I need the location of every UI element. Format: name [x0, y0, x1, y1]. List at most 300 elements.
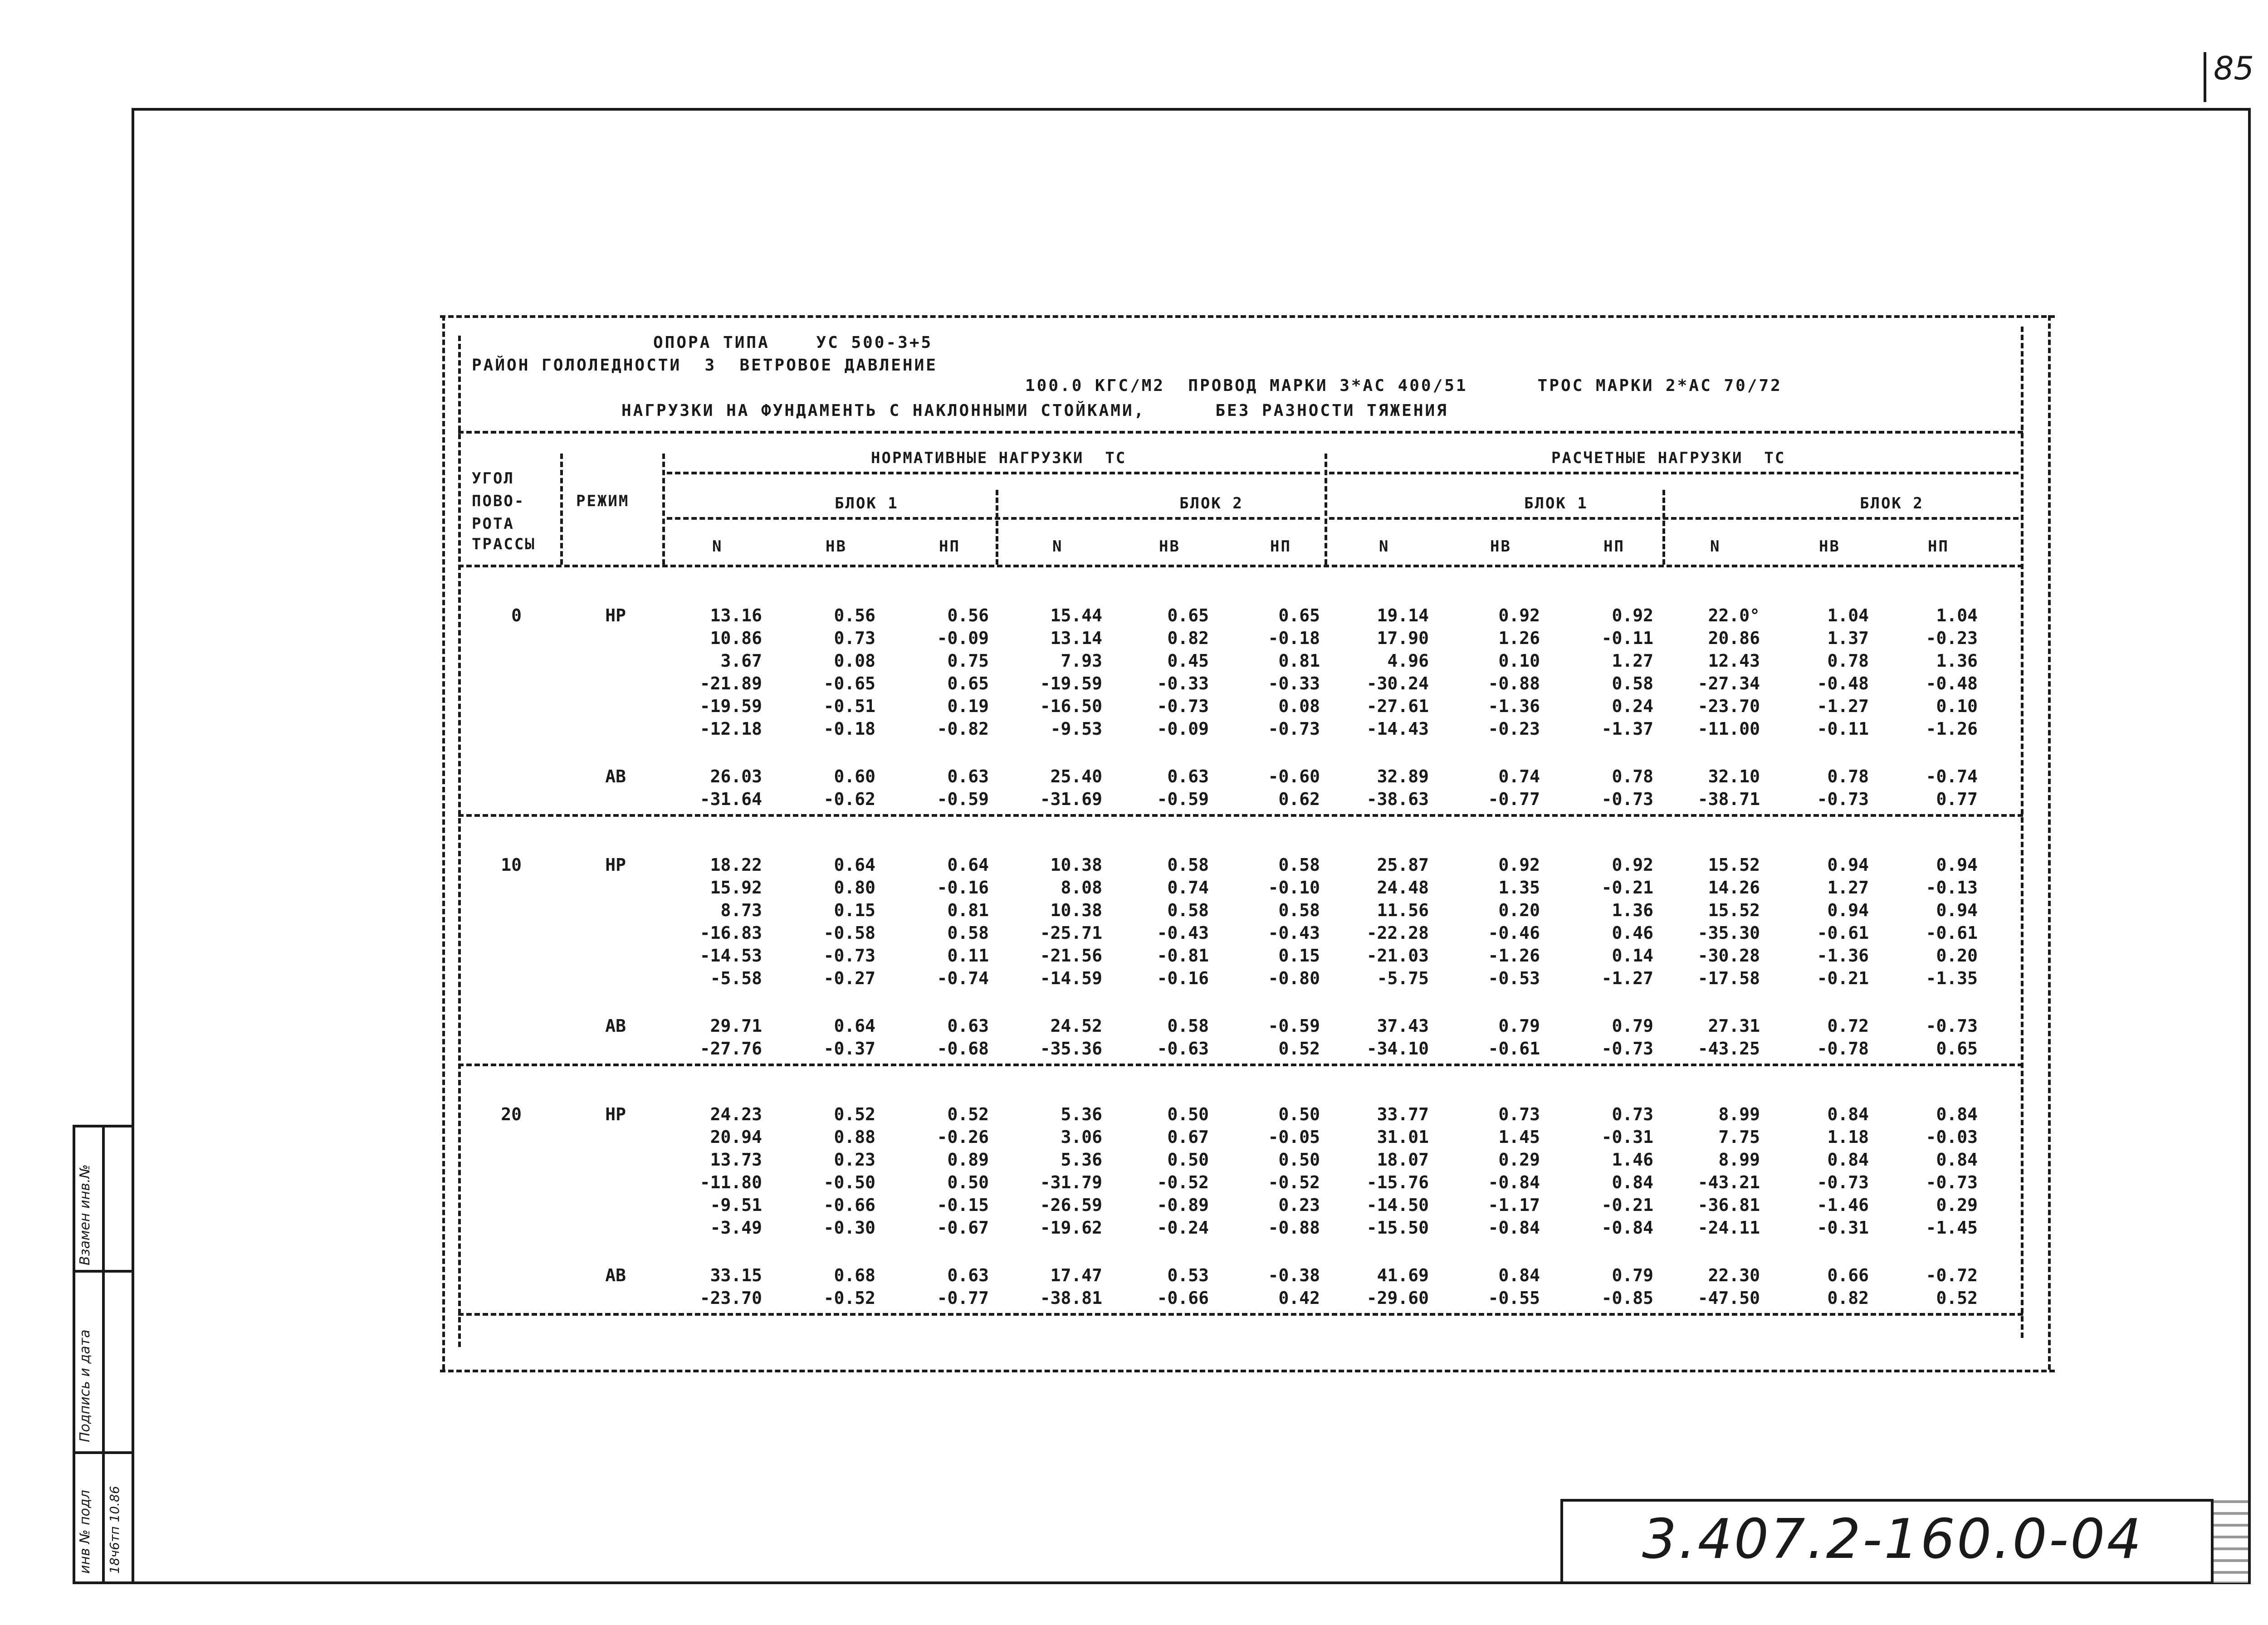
table-cell: 0.50	[1167, 1104, 1209, 1124]
table-cell: -27.34	[1697, 673, 1760, 693]
table-cell: 0.58	[1612, 673, 1653, 693]
table-cell: -23.70	[699, 1288, 762, 1308]
table-cell: 0.63	[947, 766, 989, 786]
document-code: 3.407.2-160.0-04	[1642, 1508, 2143, 1571]
table-cell: 0.46	[1612, 923, 1653, 943]
side-stamp-sep1	[73, 1270, 134, 1273]
table-cell: -25.71	[1040, 923, 1102, 943]
table-cell: 0.50	[1167, 1150, 1209, 1170]
table-cell: 0.84	[1936, 1104, 1978, 1124]
frame-right	[2248, 108, 2251, 1584]
table-cell: -0.37	[823, 1039, 875, 1059]
frame-top	[132, 108, 2251, 111]
table-cell: 0.50	[1278, 1150, 1320, 1170]
column-header: НВ	[1490, 537, 1511, 556]
table-cell: 0.24	[1612, 696, 1653, 716]
table-cell: 3.67	[720, 651, 762, 671]
table-cell: -0.52	[823, 1288, 875, 1308]
mode-value: АВ	[605, 766, 626, 786]
table-cell: -43.25	[1697, 1039, 1760, 1059]
table-cell: -0.73	[1157, 696, 1209, 716]
table-cell: 20.94	[710, 1127, 762, 1147]
mode-value: НР	[605, 855, 626, 875]
table-cell: -31.64	[699, 789, 762, 809]
table-cell: 0.52	[1936, 1288, 1978, 1308]
table-cell: 0.67	[1167, 1127, 1209, 1147]
angle-value: 10	[501, 855, 522, 875]
norm-rule-1	[667, 472, 1320, 474]
table-cell: -30.28	[1697, 946, 1760, 966]
table-cell: 41.69	[1377, 1265, 1429, 1285]
table-cell: -5.58	[710, 968, 762, 988]
table-cell: -0.65	[823, 673, 875, 693]
table-cell: 0.08	[1278, 696, 1320, 716]
header-line-3: 100.0 КГС/М2 ПРОВОД МАРКИ 3*АС 400/51 ТРОС МАРКИ 2*АС 70/72	[1025, 376, 1782, 395]
table-cell: 11.56	[1377, 900, 1429, 920]
table-cell: -11.00	[1697, 719, 1760, 739]
table-cell: 5.36	[1061, 1104, 1102, 1124]
table-cell: -47.50	[1697, 1288, 1760, 1308]
table-cell: -0.38	[1268, 1265, 1320, 1285]
table-rule-bottom	[458, 565, 2023, 567]
table-cell: 19.14	[1377, 605, 1429, 625]
table-cell: -0.52	[1268, 1172, 1320, 1192]
table-cell: -0.53	[1488, 968, 1540, 988]
table-cell: -0.88	[1488, 673, 1540, 693]
table-cell: 0.92	[1612, 855, 1653, 875]
table-cell: 0.74	[1167, 878, 1209, 898]
table-cell: 4.96	[1387, 651, 1429, 671]
table-cell: -0.66	[823, 1195, 875, 1215]
table-cell: 15.52	[1708, 855, 1760, 875]
table-cell: 0.10	[1498, 651, 1540, 671]
table-cell: 0.94	[1936, 900, 1978, 920]
table-cell: 0.77	[1936, 789, 1978, 809]
table-cell: -23.70	[1697, 696, 1760, 716]
design-block2-header: БЛОК 2	[1860, 494, 1924, 512]
norm-block1-header: БЛОК 1	[835, 494, 899, 512]
table-cell: -9.51	[710, 1195, 762, 1215]
table-cell: -0.84	[1601, 1218, 1653, 1238]
header-line-4: НАГРУЗКИ НА ФУНДАМЕНТЬ С НАКЛОННЫМИ СТОЙКАМИ, БЕЗ РАЗНОСТИ ТЯЖЕНИЯ	[621, 401, 1448, 420]
table-cell: -0.52	[1157, 1172, 1209, 1192]
vr-angle	[560, 454, 563, 565]
table-cell: 0.68	[834, 1265, 875, 1285]
table-cell: -0.27	[823, 968, 875, 988]
table-cell: 32.10	[1708, 766, 1760, 786]
table-cell: 27.31	[1708, 1016, 1760, 1036]
table-cell: 0.53	[1167, 1265, 1209, 1285]
table-cell: 0.50	[947, 1172, 989, 1192]
table-cell: 24.48	[1377, 878, 1429, 898]
table-cell: 7.93	[1061, 651, 1102, 671]
table-cell: -22.28	[1366, 923, 1429, 943]
table-cell: -0.43	[1268, 923, 1320, 943]
table-cell: -0.59	[1157, 789, 1209, 809]
table-cell: 0.11	[947, 946, 989, 966]
table-cell: 15.52	[1708, 900, 1760, 920]
table-cell: -0.73	[823, 946, 875, 966]
table-cell: -29.60	[1366, 1288, 1429, 1308]
table-cell: 1.18	[1827, 1127, 1869, 1147]
table-cell: -0.18	[823, 719, 875, 739]
table-cell: -1.37	[1601, 719, 1653, 739]
page-number-tick	[2204, 52, 2206, 102]
table-cell: 0.66	[1827, 1265, 1869, 1285]
table-cell: -0.59	[1268, 1016, 1320, 1036]
table-cell: -14.59	[1040, 968, 1102, 988]
table-cell: 37.43	[1377, 1016, 1429, 1036]
table-cell: 0.58	[1278, 855, 1320, 875]
table-cell: 0.79	[1498, 1016, 1540, 1036]
table-cell: 32.89	[1377, 766, 1429, 786]
table-cell: 0.94	[1827, 855, 1869, 875]
table-cell: 0.63	[947, 1265, 989, 1285]
design-header: РАСЧЕТНЫЕ НАГРУЗКИ ТС	[1551, 449, 1786, 467]
table-cell: 0.73	[834, 628, 875, 648]
table-cell: -0.26	[937, 1127, 989, 1147]
column-header: НП	[939, 537, 960, 556]
table-cell: 12.43	[1708, 651, 1760, 671]
table-cell: -31.69	[1040, 789, 1102, 809]
table-cell: -19.62	[1040, 1218, 1102, 1238]
table-cell: 0.72	[1827, 1016, 1869, 1036]
table-cell: 18.07	[1377, 1150, 1429, 1170]
table-cell: 13.73	[710, 1150, 762, 1170]
table-cell: -0.82	[937, 719, 989, 739]
table-cell: 1.46	[1612, 1150, 1653, 1170]
table-cell: -0.48	[1926, 673, 1978, 693]
table-cell: -0.13	[1926, 878, 1978, 898]
table-cell: -0.33	[1268, 673, 1320, 693]
table-cell: -1.27	[1601, 968, 1653, 988]
table-cell: -21.89	[699, 673, 762, 693]
table-cell: -1.35	[1926, 968, 1978, 988]
table-cell: 0.65	[1167, 605, 1209, 625]
table-cell: 1.36	[1612, 900, 1653, 920]
table-cell: -0.46	[1488, 923, 1540, 943]
table-cell: -0.31	[1601, 1127, 1653, 1147]
table-cell: 0.65	[1936, 1039, 1978, 1059]
table-cell: 3.06	[1061, 1127, 1102, 1147]
table-cell: 0.74	[1498, 766, 1540, 786]
table-cell: -0.09	[1157, 719, 1209, 739]
table-cell: -0.55	[1488, 1288, 1540, 1308]
table-cell: -0.60	[1268, 766, 1320, 786]
table-cell: -35.36	[1040, 1039, 1102, 1059]
table-cell: 5.36	[1061, 1150, 1102, 1170]
column-header: N	[1052, 537, 1063, 556]
table-cell: 0.58	[1167, 1016, 1209, 1036]
printout-border-top	[440, 315, 2055, 318]
table-cell: 0.15	[834, 900, 875, 920]
table-cell: -19.59	[699, 696, 762, 716]
page-number: 85	[2214, 50, 2254, 87]
table-cell: -36.81	[1697, 1195, 1760, 1215]
table-cell: -34.10	[1366, 1039, 1429, 1059]
table-cell: -0.23	[1488, 719, 1540, 739]
table-cell: -11.80	[699, 1172, 762, 1192]
table-cell: 1.04	[1936, 605, 1978, 625]
table-cell: 15.44	[1050, 605, 1102, 625]
mode-value: АВ	[605, 1016, 626, 1036]
table-cell: -1.27	[1817, 696, 1869, 716]
table-cell: 0.84	[1498, 1265, 1540, 1285]
table-cell: 0.64	[834, 855, 875, 875]
table-cell: 0.20	[1936, 946, 1978, 966]
table-cell: -16.83	[699, 923, 762, 943]
table-cell: 13.16	[710, 605, 762, 625]
table-cell: 1.27	[1612, 651, 1653, 671]
table-cell: 0.78	[1827, 766, 1869, 786]
table-cell: -15.76	[1366, 1172, 1429, 1192]
table-cell: -0.30	[823, 1218, 875, 1238]
vr-design-blocks	[1662, 490, 1665, 565]
table-cell: -0.61	[1817, 923, 1869, 943]
table-cell: -0.43	[1157, 923, 1209, 943]
norm-rule-2	[667, 517, 1320, 520]
header-line-1: ОПОРА ТИПА УС 500-3+5	[653, 333, 933, 352]
table-cell: 33.15	[710, 1265, 762, 1285]
table-cell: -14.53	[699, 946, 762, 966]
table-cell: 0.94	[1827, 900, 1869, 920]
table-cell: -0.58	[823, 923, 875, 943]
side-stamp-sep2	[73, 1451, 134, 1454]
printout-inner-right	[2021, 327, 2024, 1338]
table-cell: 0.50	[1278, 1104, 1320, 1124]
table-cell: -0.84	[1488, 1172, 1540, 1192]
table-cell: 0.42	[1278, 1288, 1320, 1308]
table-cell: 0.62	[1278, 789, 1320, 809]
table-cell: 0.89	[947, 1150, 989, 1170]
table-cell: 0.79	[1612, 1016, 1653, 1036]
table-cell: -12.18	[699, 719, 762, 739]
table-cell: 17.47	[1050, 1265, 1102, 1285]
table-cell: 0.58	[1167, 900, 1209, 920]
table-cell: 0.64	[834, 1016, 875, 1036]
table-cell: -0.73	[1268, 719, 1320, 739]
table-cell: 10.38	[1050, 855, 1102, 875]
table-cell: -0.16	[937, 878, 989, 898]
table-cell: -27.76	[699, 1039, 762, 1059]
table-cell: -3.49	[710, 1218, 762, 1238]
table-cell: 0.84	[1827, 1150, 1869, 1170]
table-cell: 1.36	[1936, 651, 1978, 671]
table-cell: 0.73	[1612, 1104, 1653, 1124]
vr-norm-blocks	[996, 490, 998, 565]
table-cell: 0.23	[1278, 1195, 1320, 1215]
table-cell: -15.50	[1366, 1218, 1429, 1238]
side-stamp-left-edge	[73, 1125, 75, 1583]
table-cell: -0.73	[1601, 1039, 1653, 1059]
table-cell: -0.10	[1268, 878, 1320, 898]
group-separator	[458, 1064, 2023, 1066]
table-cell: 0.78	[1612, 766, 1653, 786]
table-cell: -21.03	[1366, 946, 1429, 966]
table-cell: 0.60	[834, 766, 875, 786]
table-cell: 0.79	[1612, 1265, 1653, 1285]
table-cell: -30.24	[1366, 673, 1429, 693]
table-cell: 0.14	[1612, 946, 1653, 966]
vr-norm-design	[1325, 454, 1327, 565]
table-cell: 0.92	[1612, 605, 1653, 625]
table-cell: 0.58	[947, 923, 989, 943]
table-cell: 0.84	[1936, 1150, 1978, 1170]
table-cell: 8.73	[720, 900, 762, 920]
table-cell: -0.31	[1817, 1218, 1869, 1238]
column-header: НП	[1270, 537, 1291, 556]
table-cell: 0.84	[1612, 1172, 1653, 1192]
table-cell: 8.99	[1718, 1150, 1760, 1170]
table-cell: 0.94	[1936, 855, 1978, 875]
printout-border-bottom	[440, 1370, 2055, 1372]
table-cell: 26.03	[710, 766, 762, 786]
table-cell: -0.23	[1926, 628, 1978, 648]
table-cell: -0.33	[1157, 673, 1209, 693]
table-cell: 1.37	[1827, 628, 1869, 648]
table-cell: 0.56	[947, 605, 989, 625]
table-cell: -5.75	[1377, 968, 1429, 988]
table-cell: -1.26	[1488, 946, 1540, 966]
frame-left	[132, 108, 134, 1584]
table-cell: -0.61	[1488, 1039, 1540, 1059]
table-cell: 25.87	[1377, 855, 1429, 875]
table-cell: 0.65	[947, 673, 989, 693]
table-cell: -0.80	[1268, 968, 1320, 988]
table-cell: 0.82	[1167, 628, 1209, 648]
table-cell: -38.81	[1040, 1288, 1102, 1308]
table-cell: 10.86	[710, 628, 762, 648]
column-header: НВ	[1819, 537, 1840, 556]
column-header: N	[1379, 537, 1390, 556]
table-cell: 0.80	[834, 878, 875, 898]
title-block-top	[1560, 1499, 2214, 1502]
mode-header: РЕЖИМ	[576, 492, 630, 510]
table-cell: 25.40	[1050, 766, 1102, 786]
table-cell: 0.52	[1278, 1039, 1320, 1059]
table-rule-top	[458, 431, 2023, 434]
table-cell: 31.01	[1377, 1127, 1429, 1147]
table-cell: 0.52	[834, 1104, 875, 1124]
table-cell: -0.62	[823, 789, 875, 809]
mode-value: АВ	[605, 1265, 626, 1285]
table-cell: 24.52	[1050, 1016, 1102, 1036]
column-header: N	[1710, 537, 1721, 556]
table-cell: -0.16	[1157, 968, 1209, 988]
table-cell: 8.99	[1718, 1104, 1760, 1124]
mode-value: НР	[605, 605, 626, 625]
table-cell: -0.89	[1157, 1195, 1209, 1215]
table-cell: -24.11	[1697, 1218, 1760, 1238]
table-cell: 0.29	[1936, 1195, 1978, 1215]
table-cell: -0.15	[937, 1195, 989, 1215]
group-separator	[458, 1313, 2023, 1316]
angle-value: 20	[501, 1104, 522, 1124]
table-cell: -1.36	[1488, 696, 1540, 716]
printout-border-left	[442, 315, 445, 1370]
table-cell: -0.59	[937, 789, 989, 809]
table-cell: -0.74	[1926, 766, 1978, 786]
table-cell: -0.85	[1601, 1288, 1653, 1308]
column-header: НВ	[826, 537, 847, 556]
table-cell: -0.21	[1601, 878, 1653, 898]
table-cell: 0.23	[834, 1150, 875, 1170]
vr-mode	[662, 454, 665, 565]
column-header: НП	[1603, 537, 1625, 556]
table-cell: 0.63	[947, 1016, 989, 1036]
replace-inv-label: Взамен инв.№	[77, 1164, 93, 1265]
table-cell: 29.71	[710, 1016, 762, 1036]
side-stamp-divider	[102, 1125, 105, 1583]
angle-label-1: УГОЛ	[472, 469, 514, 488]
table-cell: -0.21	[1601, 1195, 1653, 1215]
table-cell: -1.45	[1926, 1218, 1978, 1238]
table-cell: 0.45	[1167, 651, 1209, 671]
table-cell: -0.24	[1157, 1218, 1209, 1238]
table-cell: -19.59	[1040, 673, 1102, 693]
design-block1-header: БЛОК 1	[1524, 494, 1588, 512]
table-cell: -31.79	[1040, 1172, 1102, 1192]
table-cell: 1.35	[1498, 878, 1540, 898]
table-cell: 1.26	[1498, 628, 1540, 648]
title-block-left	[1560, 1499, 1563, 1583]
sign-date-label: Подпись и дата	[77, 1329, 93, 1442]
table-cell: 0.52	[947, 1104, 989, 1124]
table-cell: 8.08	[1061, 878, 1102, 898]
table-cell: 0.81	[1278, 651, 1320, 671]
table-cell: -0.73	[1926, 1172, 1978, 1192]
table-cell: 33.77	[1377, 1104, 1429, 1124]
table-cell: -16.50	[1040, 696, 1102, 716]
table-cell: 1.27	[1827, 878, 1869, 898]
table-cell: -27.61	[1366, 696, 1429, 716]
table-cell: 0.58	[1167, 855, 1209, 875]
table-cell: 0.58	[1278, 900, 1320, 920]
table-cell: 22.30	[1708, 1265, 1760, 1285]
table-cell: -0.66	[1157, 1288, 1209, 1308]
table-cell: -0.11	[1817, 719, 1869, 739]
angle-value: 0	[511, 605, 522, 625]
table-cell: 1.45	[1498, 1127, 1540, 1147]
table-cell: -0.73	[1601, 789, 1653, 809]
group-separator	[458, 814, 2023, 817]
table-cell: -0.21	[1817, 968, 1869, 988]
table-cell: -9.53	[1050, 719, 1102, 739]
table-cell: 17.90	[1377, 628, 1429, 648]
table-cell: -0.67	[937, 1218, 989, 1238]
mode-value: НР	[605, 1104, 626, 1124]
angle-label-2: ПОВО-	[472, 492, 525, 510]
printout-border-right	[2048, 315, 2051, 1370]
table-cell: -0.77	[937, 1288, 989, 1308]
angle-label-3: РОТА	[472, 515, 514, 533]
table-cell: -1.26	[1926, 719, 1978, 739]
table-cell: 0.56	[834, 605, 875, 625]
table-cell: -1.17	[1488, 1195, 1540, 1215]
table-cell: -1.46	[1817, 1195, 1869, 1215]
table-cell: -0.88	[1268, 1218, 1320, 1238]
table-cell: 0.73	[1498, 1104, 1540, 1124]
table-cell: 0.64	[947, 855, 989, 875]
table-cell: 0.65	[1278, 605, 1320, 625]
column-header: N	[712, 537, 723, 556]
table-cell: 0.63	[1167, 766, 1209, 786]
design-rule-2	[1329, 517, 2019, 520]
table-cell: 0.08	[834, 651, 875, 671]
table-cell: 15.92	[710, 878, 762, 898]
inv-value: 18ч6тп 10.86	[107, 1486, 122, 1574]
inv-label: инв № подл	[77, 1490, 93, 1574]
